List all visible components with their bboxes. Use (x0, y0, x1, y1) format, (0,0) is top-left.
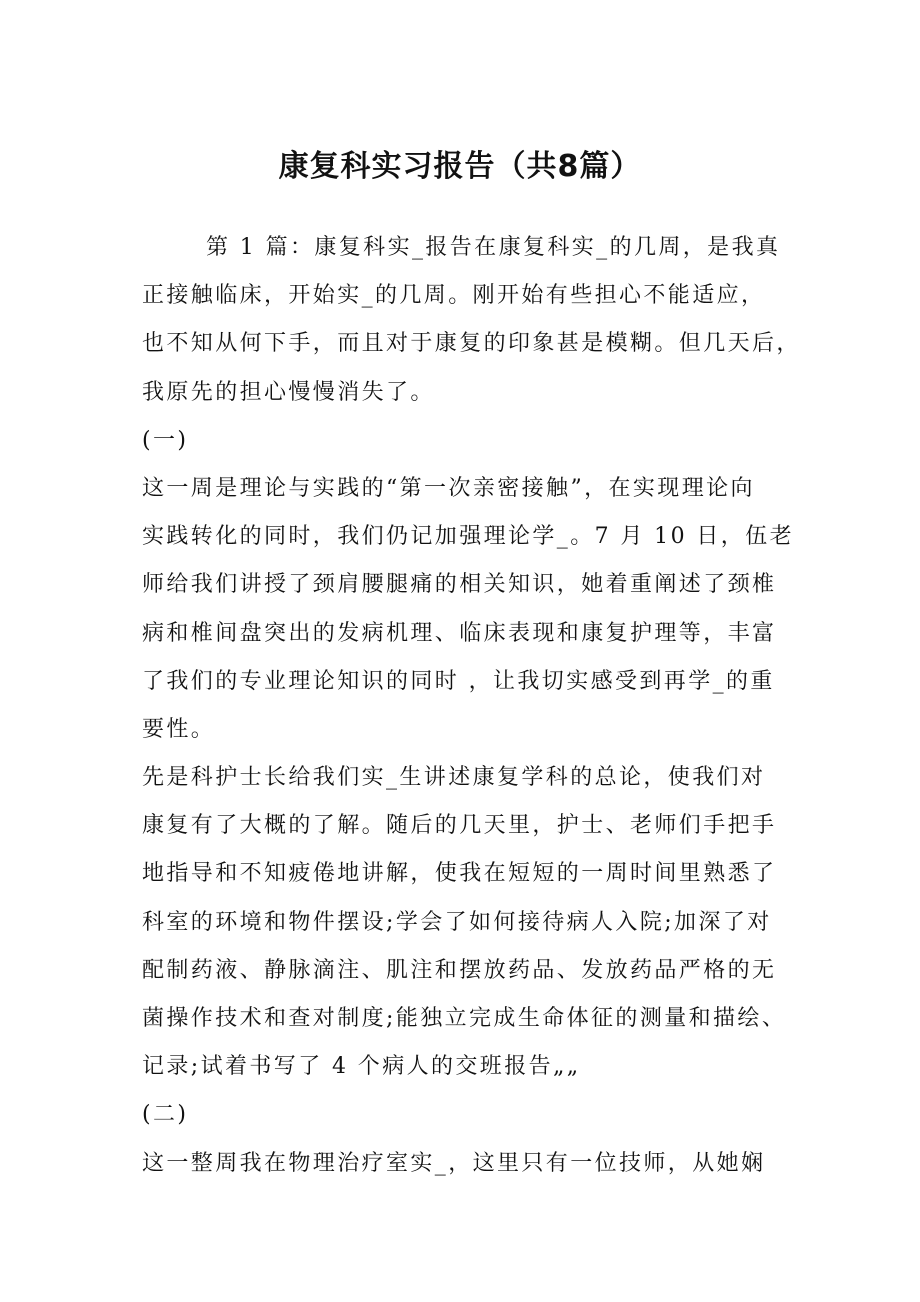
paragraph-line: 实践转化的同时，我们仍记加强理论学_。7 月 10 日，伍老 (142, 524, 794, 550)
paragraph-line: 康复有了大概的了解。随后的几天里，护士、老师们手把手 (142, 813, 777, 839)
paragraph-line: 先是科护士长给我们实_生讲述康复学科的总论，使我们对 (142, 765, 766, 791)
paragraph-line: 这一整周我在物理治疗室实_，这里只有一位技师，从她娴 (142, 1150, 766, 1176)
paragraph-line: 科室的环境和物件摆设;学会了如何接待病人入院;加深了对 (142, 909, 772, 935)
paragraph-line: 师给我们讲授了颈肩腰腿痛的相关知识，她着重阐述了颈椎 (142, 572, 777, 598)
paragraph-line: 记录;试着书写了 4 个病人的交班报告„„ (142, 1054, 581, 1080)
document-body (142, 224, 801, 1188)
paragraph-line: 我原先的担心慢慢消失了。 (142, 379, 435, 405)
section-heading-1: (一) (142, 427, 189, 453)
paragraph-line: 菌操作技术和查对制度;能独立完成生命体征的测量和描绘、 (142, 1006, 787, 1031)
paragraph-line: 第 1 篇：康复科实_报告在康复科实_的几周，是我真 (206, 235, 781, 260)
paragraph-line: 病和椎间盘突出的发病机理、临床表现和康复护理等，丰富 (142, 620, 777, 646)
paragraph-line: 也不知从何下手，而且对于康复的印象甚是模糊。但几天后， (142, 331, 801, 357)
document-title: 康复科实习报告（共8篇） (278, 149, 642, 184)
paragraph-line: 这一周是理论与实践的“第一次亲密接触”，在实现理论向 (142, 475, 755, 501)
paragraph-line: 要性。 (142, 716, 216, 742)
paragraph-line: 正接触临床，开始实_的几周。刚开始有些担心不能适应， (142, 283, 766, 309)
paragraph-line: 了我们的专业理论知识的同时 ，让我切实感受到再学_的重 (142, 668, 775, 694)
paragraph-line: 配制药液、静脉滴注、肌注和摆放药品、发放药品严格的无 (142, 957, 777, 983)
paragraph-line: 地指导和不知疲倦地讲解，使我在短短的一周时间里熟悉了 (142, 861, 777, 887)
section-heading-2: (二) (142, 1102, 189, 1128)
